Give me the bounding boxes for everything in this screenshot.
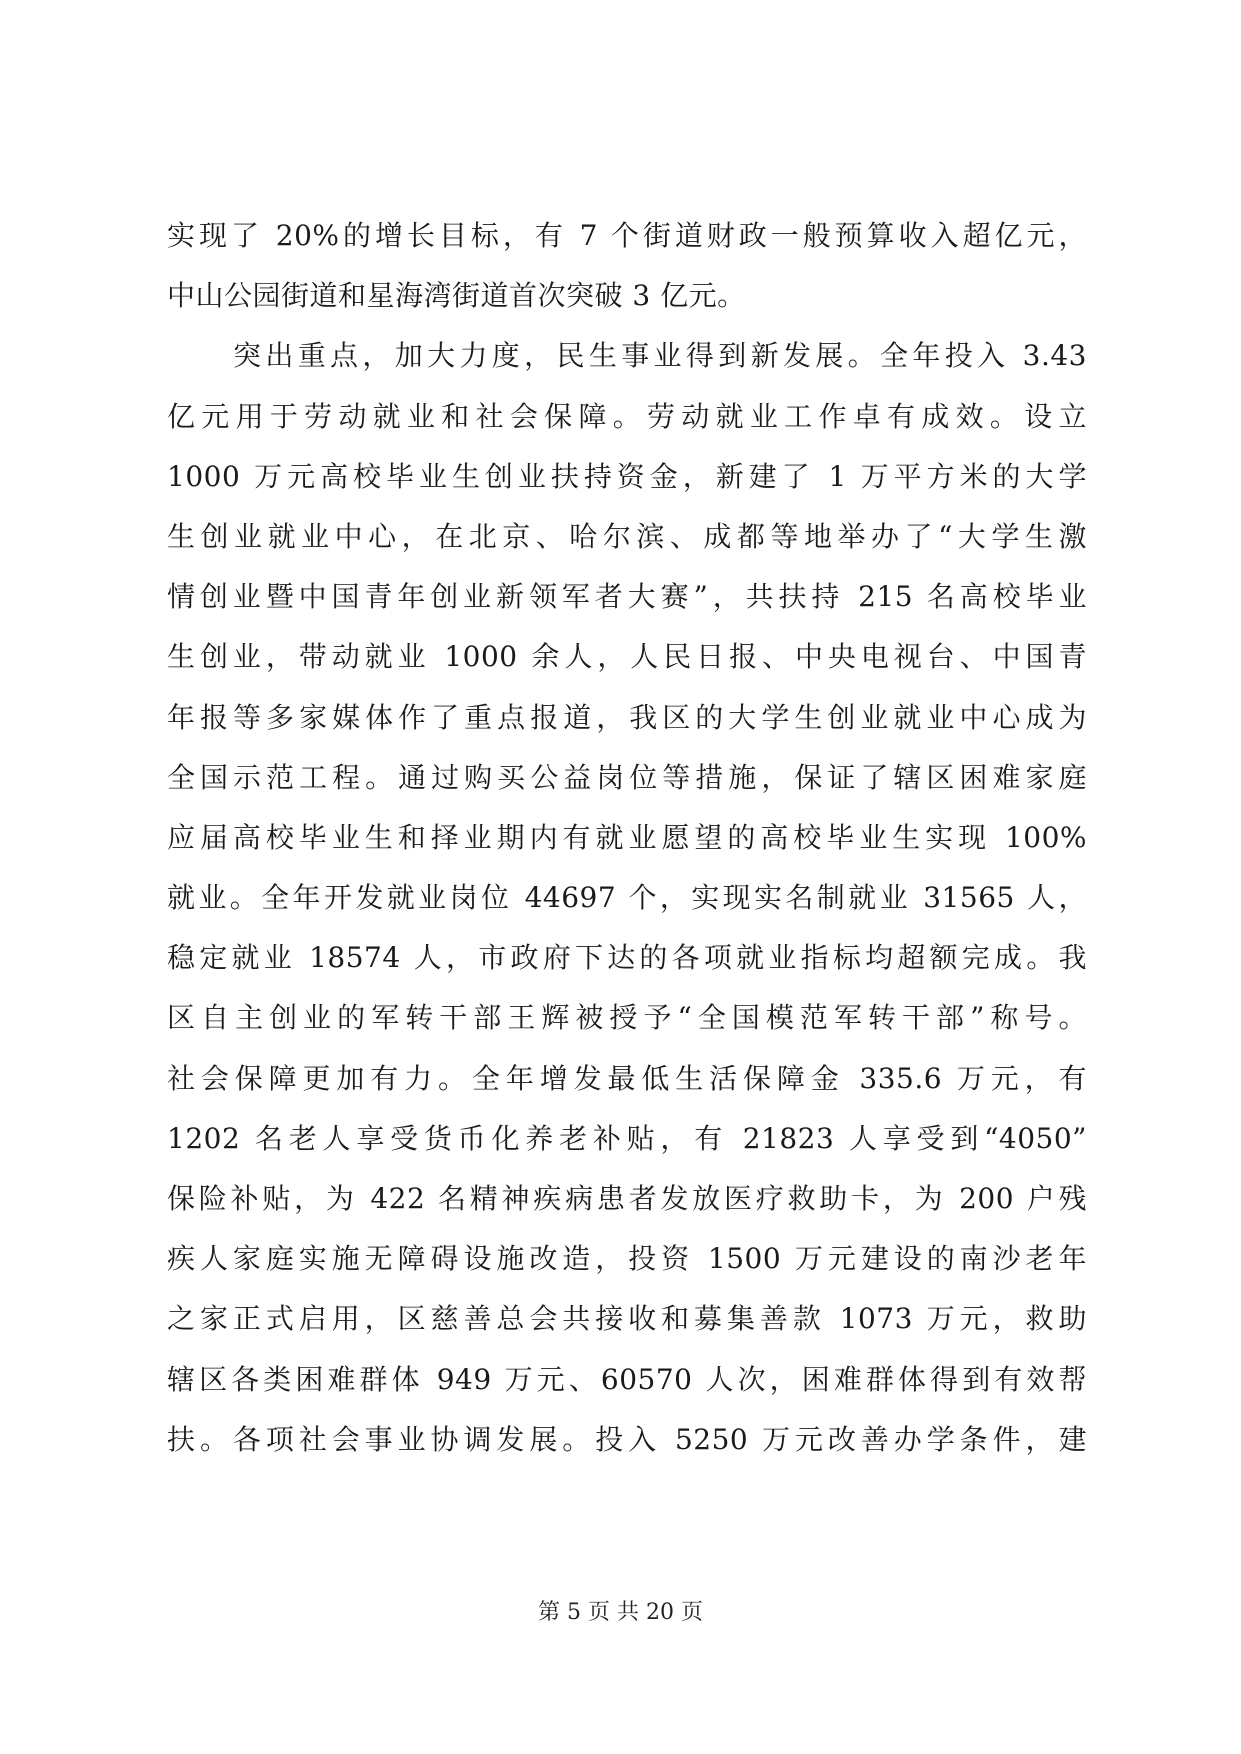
text-line: 辖区各类困难群体 949 万元、60570 人次，困难群体得到有效帮 <box>167 1362 1087 1396</box>
text-line: 扶。各项社会事业协调发展。投入 5250 万元改善办学条件，建 <box>167 1422 1087 1456</box>
text-line: 疾人家庭实施无障碍设施改造，投资 1500 万元建设的南沙老年 <box>167 1242 1087 1276</box>
text-line: 年报等多家媒体作了重点报道，我区的大学生创业就业中心成为 <box>167 700 1087 734</box>
text-line: 应届高校毕业生和择业期内有就业愿望的高校毕业生实现 100% <box>167 820 1087 854</box>
text-line: 社会保障更加有力。全年增发最低生活保障金 335.6 万元，有 <box>167 1061 1087 1095</box>
text-line: 亿元用于劳动就业和社会保障。劳动就业工作卓有成效。设立 <box>167 399 1087 433</box>
text-line: 就业。全年开发就业岗位 44697 个，实现实名制就业 31565 人， <box>167 881 1087 915</box>
text-line: 区自主创业的军转干部王辉被授予“全国模范军转干部”称号。 <box>167 1001 1087 1035</box>
page-number-footer: 第 5 页 共 20 页 <box>538 1600 703 1625</box>
text-line: 实现了 20%的增长目标，有 7 个街道财政一般预算收入超亿元， <box>167 219 1087 252</box>
text-line: 生创业就业中心，在北京、哈尔滨、成都等地举办了“大学生激 <box>167 519 1087 553</box>
paragraph-first-line: 突出重点，加大力度，民生事业得到新发展。全年投入 3.43 <box>233 339 1087 373</box>
text-line: 中山公园街道和星海湾街道首次突破 3 亿元。 <box>167 279 746 313</box>
body-text <box>167 206 1087 1470</box>
text-line: 1202 名老人享受货币化养老补贴，有 21823 人享受到“4050” <box>167 1121 1087 1155</box>
text-line: 保险补贴，为 422 名精神疾病患者发放医疗救助卡，为 200 户残 <box>167 1182 1087 1215</box>
text-line: 情创业暨中国青年创业新领军者大赛”，共扶持 215 名高校毕业 <box>167 580 1087 614</box>
text-line: 全国示范工程。通过购买公益岗位等措施，保证了辖区困难家庭 <box>167 760 1087 794</box>
text-line: 1000 万元高校毕业生创业扶持资金，新建了 1 万平方米的大学 <box>167 459 1087 493</box>
text-line: 稳定就业 18574 人，市政府下达的各项就业指标均超额完成。我 <box>167 941 1087 975</box>
text-line: 之家正式启用，区慈善总会共接收和募集善款 1073 万元，救助 <box>167 1302 1087 1336</box>
text-line: 生创业，带动就业 1000 余人，人民日报、中央电视台、中国青 <box>167 640 1087 674</box>
